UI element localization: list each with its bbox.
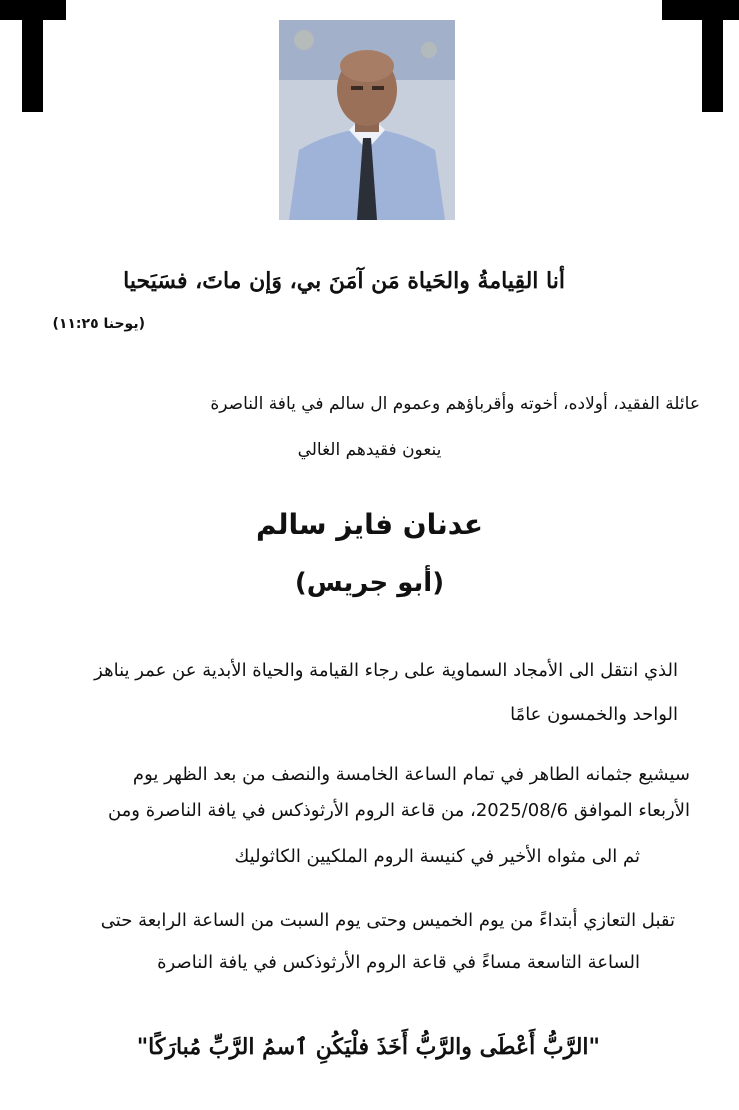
closing-verse: "الرَّبُّ أَعْطَى والرَّبُّ أَخَذَ فلْيَكُنِ ٱسمُ الرَّبِّ مُبارَكًا"	[136, 1034, 600, 1060]
verse-reference: (يوحنا ١١:٢٥)	[52, 316, 145, 332]
cross-icon-left	[0, 0, 66, 112]
deceased-nickname: (أبو جريس)	[294, 568, 445, 598]
passing-line-1: الذي انتقل الى الأمجاد السماوية على رجاء القيامة والحياة الأبدية عن عمر يناهز	[94, 660, 678, 681]
deceased-name: عدنان فايز سالم	[255, 508, 484, 541]
verse-text: أنا القِيامةُ والحَياة مَن آمَنَ بي، وَإن ماتَ، فسَيَحيا	[123, 268, 565, 294]
funeral-line-3: ثم الى مثواه الأخير في كنيسة الروم الملكيين الكاثوليك	[234, 846, 640, 867]
condolence-line-2: الساعة التاسعة مساءً في قاعة الروم الأرثوذكس في يافة الناصرة	[157, 952, 640, 973]
deceased-photo	[279, 20, 455, 220]
condolence-line-1: تقبل التعازي أبتداءً من يوم الخميس وحتى يوم السبت من الساعة الرابعة حتى	[100, 910, 675, 931]
announcement-line-1: عائلة الفقيد، أولاده، أخوته وأقرباؤهم وعموم ال سالم في يافة الناصرة	[210, 394, 700, 414]
cross-icon-right	[662, 0, 739, 112]
funeral-line-1: سيشيع جثمانه الطاهر في تمام الساعة الخامسة والنصف من بعد الظهر يوم	[132, 764, 690, 785]
funeral-line-2: الأربعاء الموافق 2025/08/6، من قاعة الروم الأرثوذكس في يافة الناصرة ومن	[107, 800, 690, 821]
passing-line-2: الواحد والخمسون عامًا	[510, 704, 678, 725]
announcement-line-2: ينعون فقيدهم الغالي	[297, 440, 442, 460]
